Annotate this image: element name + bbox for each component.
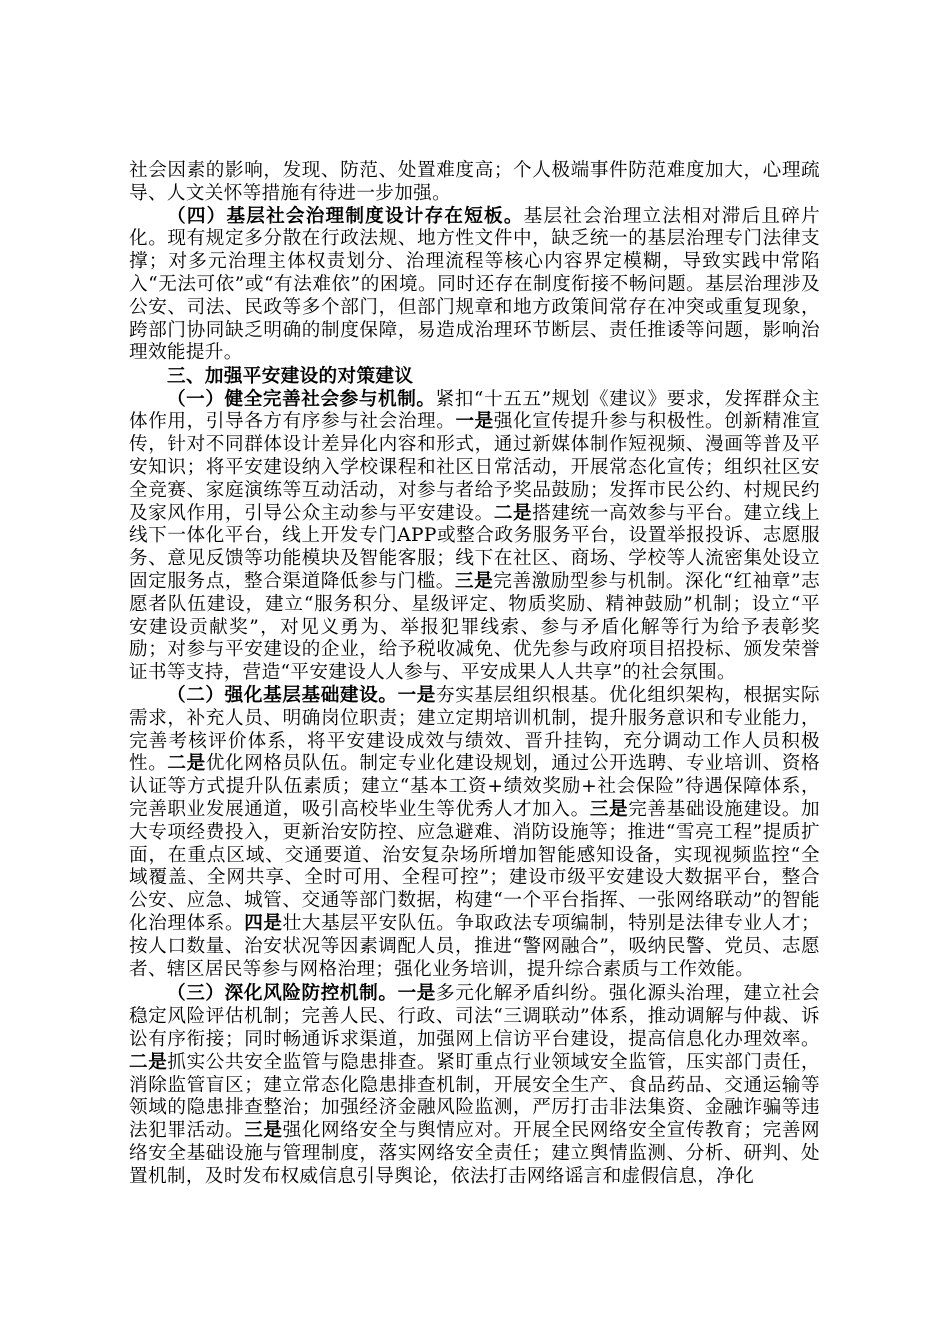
paragraph-text: 壮大基层平安队伍。争取政法专项编制，特别是法律专业人才；按人口数量、治安状况等因素调配人员，推进“警网融合”，吸纳民警、党员、志愿者、辖区居民等参与网格治理；强化业务培训，提升综合素质与工作效能。 bbox=[129, 913, 820, 980]
keyword-third: 三是 bbox=[589, 799, 629, 821]
paragraph-risk-prevention bbox=[129, 983, 820, 1188]
paragraph-text: 多元化解矛盾纠纷。强化源头治理，建立社会稳定风险评估机制；完善人民、行政、司法“三调联动”体系，推动调解与仲裁、诉讼有序衔接；同时畅通诉求渠道，加强网上信访平台建设，提高信息化办理效率。 bbox=[129, 983, 820, 1050]
section-heading: 三、加强平安建设的对策建议 bbox=[167, 366, 414, 388]
paragraph-text: 优化网格员队伍。制定专业化建设规划，通过公开选聘、专业培训、资格认证等方式提升队伍素质；建立“基本工资+绩效奖励+社会保险”待遇保障体系，完善职业发展通道，吸引高校毕业生等优秀人才加入。 bbox=[129, 753, 820, 821]
document-page bbox=[129, 160, 820, 1189]
keyword-first: 一是 bbox=[455, 411, 494, 433]
subsection-title: （二）强化基层基础建设。 bbox=[167, 685, 398, 707]
paragraph-social-participation bbox=[129, 389, 820, 685]
paragraph-text: 抓实公共安全监管与隐患排查。紧盯重点行业领域安全监管，压实部门责任，消除监管盲区；建立常态化隐患排查机制，开展安全生产、食品药品、交通运输等领域的隐患排查整治；加强经济金融风险监测，严厉打击非法集资、金融诈骗等违法犯罪活动。 bbox=[129, 1051, 820, 1142]
keyword-second: 二是 bbox=[493, 502, 533, 524]
paragraph-text: 夯实基层组织根基。优化组织架构，根据实际需求，补充人员、明确岗位职责；建立定期培训机制，提升服务意识和专业能力，完善考核评价体系，将平安建设成效与绩效、晋升挂钩，充分调动工作人员积极性。 bbox=[129, 685, 820, 775]
paragraph-text: 社会因素的影响，发现、防范、处置难度高；个人极端事件防范难度加大，心理疏导、人文关怀等措施有待进一步加强。 bbox=[129, 160, 820, 204]
keyword-second: 二是 bbox=[167, 753, 206, 775]
paragraph-text: 完善激励型参与机制。深化“红袖章”志愿者队伍建设，建立“服务积分、星级评定、物质奖励、精神鼓励”机制；设立“平安建设贡献奖”，对见义勇为、举报犯罪线索、参与矛盾化解等行为给予表彰奖励；对参与平安建设的企业，给予税收减免、优先参与政府项目招投标、颁发荣誉证书等支持，营造“平安建设人人参与、平安成果人人共享”的社会氛围。 bbox=[129, 571, 821, 684]
paragraph-text: 完善基础设施建设。加大专项经费投入，更新治安防控、应急避难、消防设施等；推进“雪亮工程”提质扩面，在重点区域、交通要道、治安复杂场所增加智能感知设备，实现视频监控“全域覆盖、全网共享、全时可用、全程可控”；建设市级平安建设大数据平台，整合公安、应急、城管、交通等部门数据，构建“一个平台指挥、一张网络联动”的智能化治理体系。 bbox=[129, 799, 820, 934]
keyword-first: 一是 bbox=[397, 983, 436, 1005]
paragraph-text: 强化宣传提升参与积极性。创新精准宣传，针对不同群体设计差异化内容和形式，通过新媒体制作短视频、漫画等普及平安知识；将平安建设纳入学校课程和社区日常活动，开展常态化宣传；组织社区安全竞赛、家庭演练等互动活动，对参与者给予奖品鼓励；发挥市民公约、村规民约及家风作用，引导公众主动参与平安建设。 bbox=[129, 411, 821, 524]
keyword-third: 三是 bbox=[244, 1120, 283, 1142]
paragraph-text: 搭建统一高效参与平台。建立线上线下一体化平台，线上开发专门APP或整合政务服务平台，设置举报投诉、志愿服务、意见反馈等功能模块及智能客服；线下在社区、商场、学校等人流密集处设立固定服务点，整合渠道降低参与门槛。 bbox=[129, 502, 820, 593]
keyword-first: 一是 bbox=[397, 685, 436, 707]
paragraph-text: 强化网络安全与舆情应对。开展全民网络安全宣传教育；完善网络安全基础设施与管理制度，落实网络安全责任；建立舆情监测、分析、研判、处置机制，及时发布权威信息引导舆论，依法打击网络谣言和虚假信息，净化 bbox=[129, 1120, 820, 1187]
keyword-fourth: 四是 bbox=[244, 913, 283, 934]
paragraph-text: 基层社会治理立法相对滞后且碎片化。现有规定多分散在行政法规、地方性文件中，缺乏统一的基层治理专门法律支撑；对多元治理主体权责划分、治理流程等核心内容界定模糊，导致实践中常陷入“无法可依”或“有法难依”的困境。同时还存在制度衔接不畅问题。基层治理涉及公安、司法、民政等多个部门，但部门规章和地方政策间常存在冲突或重复现象，跨部门协同缺乏明确的制度保障，易造成治理环节断层、责任推诿等问题，影响治理效能提升。 bbox=[129, 205, 820, 364]
keyword-second: 二是 bbox=[129, 1051, 168, 1073]
paragraph-text: 紧扣“十五五”规划《建议》要求，发挥群众主体作用，引导各方有序参与社会治理。 bbox=[129, 388, 820, 433]
paragraph-governance-shortcoming bbox=[129, 206, 820, 366]
paragraph-grassroots-construction bbox=[129, 685, 820, 981]
paragraph-continuation bbox=[129, 160, 820, 206]
keyword-third: 三是 bbox=[454, 571, 494, 593]
subsection-title: （一）健全完善社会参与机制。 bbox=[167, 388, 436, 410]
subsection-title: （四）基层社会治理制度设计存在短板。 bbox=[167, 205, 524, 227]
subsection-title: （三）深化风险防控机制。 bbox=[167, 983, 398, 1005]
